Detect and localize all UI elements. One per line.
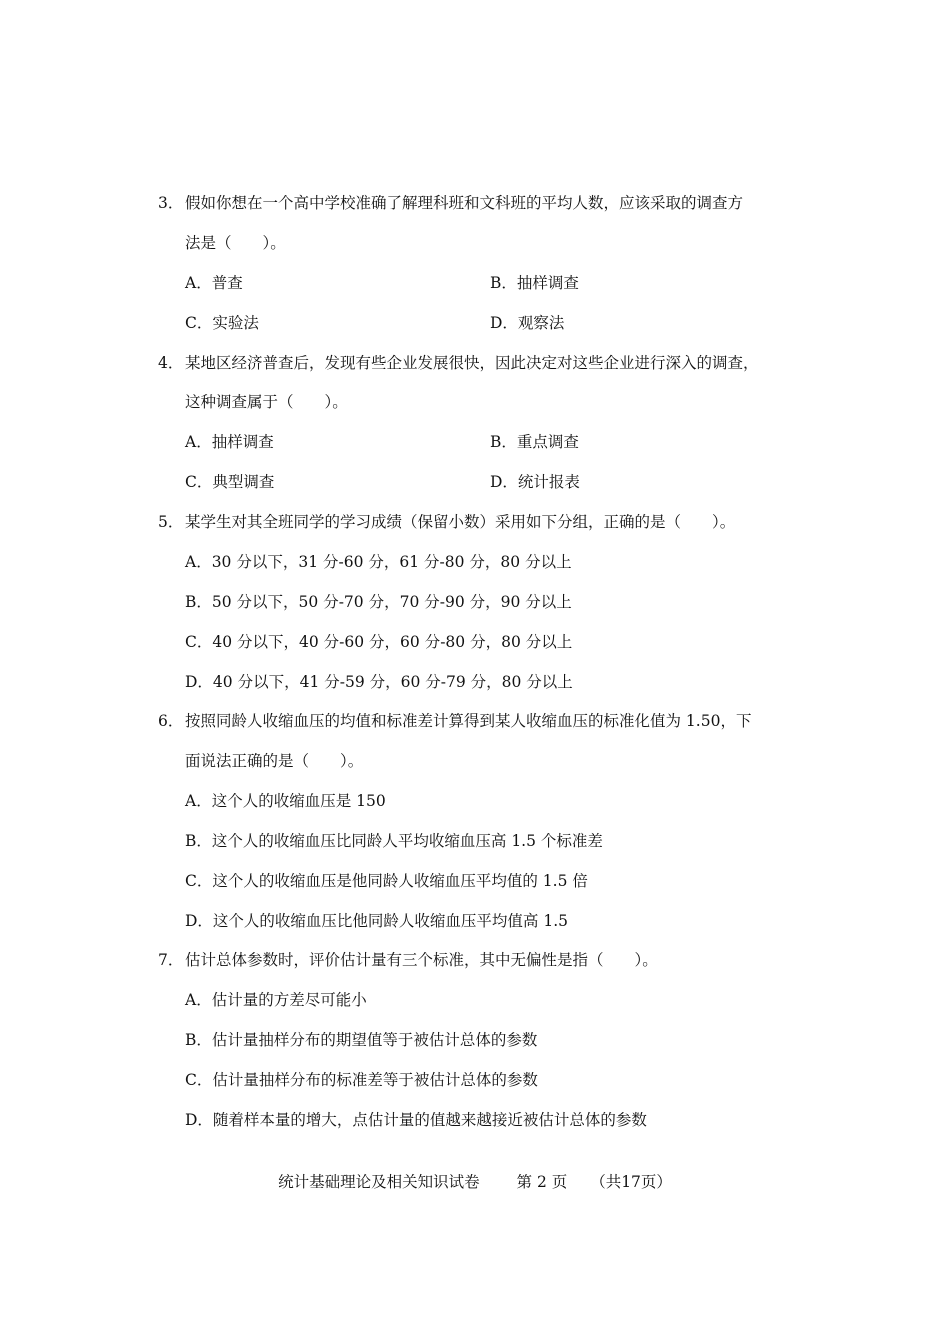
- option-c: C．40 分以下，40 分-60 分，60 分-80 分，80 分以上: [185, 633, 573, 651]
- question-text: 估计总体参数时，评价估计量有三个标准，其中无偏性是指（ ）。: [185, 951, 658, 969]
- option-b: B．50 分以下，50 分-70 分，70 分-90 分，90 分以上: [185, 593, 572, 611]
- question-text: 某地区经济普查后，发现有些企业发展很快，因此决定对这些企业进行深入的调查，: [185, 354, 759, 372]
- question-text: 某学生对其全班同学的学习成绩（保留小数）采用如下分组，正确的是（ ）。: [185, 513, 736, 531]
- option-d: D．随着样本量的增大，点估计量的值越来越接近被估计总体的参数: [185, 1111, 647, 1129]
- question-number: 5．: [158, 513, 184, 531]
- option-c: C．估计量抽样分布的标准差等于被估计总体的参数: [185, 1071, 538, 1089]
- option-a: A．估计量的方差尽可能小: [185, 991, 367, 1009]
- question-4-line-2: 这种调查属于（ ）。: [185, 393, 348, 411]
- option-d: D．这个人的收缩血压比他同龄人收缩血压平均值高 1.5: [185, 912, 569, 930]
- option-c: C．典型调查: [185, 473, 275, 491]
- option-a: A．普查: [185, 274, 243, 292]
- page-total: （共17页）: [590, 1173, 672, 1191]
- option-b: B．这个人的收缩血压比同龄人平均收缩血压高 1.5 个标准差: [185, 832, 603, 850]
- option-d: D．统计报表: [490, 473, 580, 491]
- option-c: C．这个人的收缩血压是他同龄人收缩血压平均值的 1.5 倍: [185, 872, 588, 890]
- question-text: 按照同龄人收缩血压的均值和标准差计算得到某人收缩血压的标准化值为 1.50，下: [185, 712, 752, 730]
- option-d: D．40 分以下，41 分-59 分，60 分-79 分，80 分以上: [185, 673, 573, 691]
- option-b: B．重点调查: [490, 433, 579, 451]
- exam-title: 统计基础理论及相关知识试卷: [278, 1173, 480, 1191]
- question-text: 假如你想在一个高中学校准确了解理科班和文科班的平均人数，应该采取的调查方: [185, 194, 744, 212]
- question-6-line-2: 面说法正确的是（ ）。: [185, 752, 364, 770]
- question-number: 4．: [158, 354, 184, 372]
- option-d: D．观察法: [490, 314, 565, 332]
- option-b: B．抽样调查: [490, 274, 579, 292]
- option-a: A．抽样调查: [185, 433, 274, 451]
- page-footer: [0, 1170, 950, 1192]
- option-b: B．估计量抽样分布的期望值等于被估计总体的参数: [185, 1031, 538, 1049]
- page-number: 第 2 页: [516, 1173, 568, 1191]
- question-number: 6．: [158, 712, 184, 730]
- question-number: 7．: [158, 951, 184, 969]
- option-c: C．实验法: [185, 314, 259, 332]
- option-a: A．30 分以下，31 分-60 分，61 分-80 分，80 分以上: [185, 553, 572, 571]
- option-a: A．这个人的收缩血压是 150: [185, 792, 386, 810]
- question-number: 3．: [158, 194, 184, 212]
- question-3-line-2: 法是（ ）。: [185, 234, 286, 252]
